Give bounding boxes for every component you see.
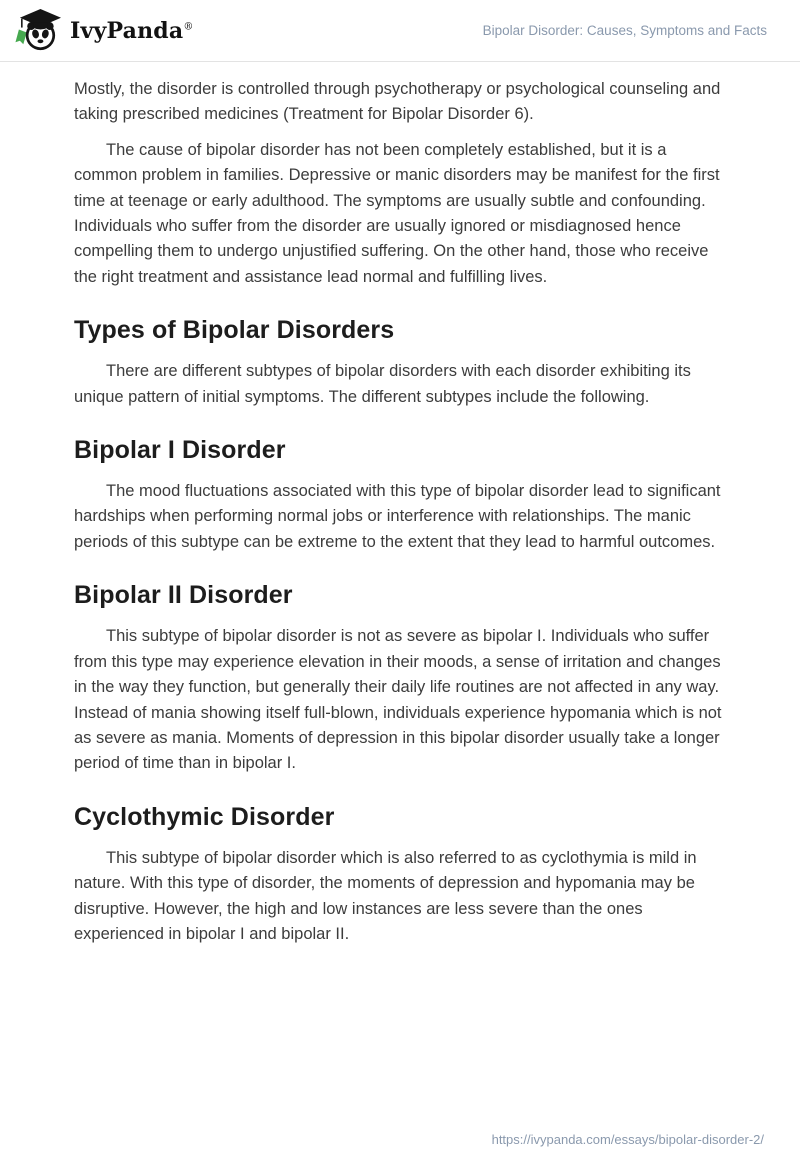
document-title: Bipolar Disorder: Causes, Symptoms and Facts	[482, 23, 767, 38]
paragraph: This subtype of bipolar disorder is not as severe as bipolar I. Individuals who suffer from this type may experience elevation in their moods, a sense of irritation and changes in the way they function, but generally their daily life routines are not affected in any way. Instead of mania showing itself full-blown, individuals experience hypomania which is not as severe as mania. Moments of depression in this bipolar disorder usually take a longer period of time than in bipolar I.	[74, 627, 722, 773]
section-heading-bipolar-1: Bipolar I Disorder	[74, 436, 286, 465]
paragraph: The mood fluctuations associated with this type of bipolar disorder lead to significant hardships when performing normal jobs or interference with relationships. The manic periods of this subtype can be extreme to the extent that they lead to harmful outcomes.	[74, 482, 721, 551]
paragraph: This subtype of bipolar disorder which is also referred to as cyclothymia is mild in nature. With this type of disorder, the moments of depression and hypomania may be disruptive. However, the high and low instances are less severe than the ones experienced in bipolar I and bipolar II.	[74, 848, 697, 943]
brand	[14, 7, 194, 54]
paragraph: There are different subtypes of bipolar disorders with each disorder exhibiting its unique pattern of initial symptoms. The different subtypes include the following.	[74, 362, 691, 406]
document-content	[0, 62, 800, 947]
page-header	[0, 0, 800, 62]
page-footer	[492, 1132, 764, 1147]
section-heading-bipolar-2: Bipolar II Disorder	[74, 581, 293, 610]
section-heading-cyclothymic: Cyclothymic Disorder	[74, 802, 335, 831]
brand-name	[70, 18, 194, 44]
source-url: https://ivypanda.com/essays/bipolar-disorder-2/	[491, 1132, 764, 1147]
registered-mark: ®	[183, 21, 194, 33]
paragraph: Mostly, the disorder is controlled through psychotherapy or psychological counseling and taking prescribed medicines (Treatment for Bipolar Disorder 6).	[74, 80, 721, 124]
paragraph: The cause of bipolar disorder has not been completely established, but it is a common problem in families. Depressive or manic disorders may be manifest for the first time at teenage or early adulthood. The symptoms are usually subtle and confounding. Individuals who suffer from the disorder are usually ignored or misdiagnosed hence compelling them to undergo unjustified suffering. On the other hand, those who receive the right treatment and assistance lead normal and fulfilling lives.	[74, 140, 720, 286]
ivypanda-logo-icon	[14, 7, 61, 54]
section-heading-types: Types of Bipolar Disorders	[74, 316, 395, 345]
brand-name-text: IvyPanda	[70, 17, 184, 44]
